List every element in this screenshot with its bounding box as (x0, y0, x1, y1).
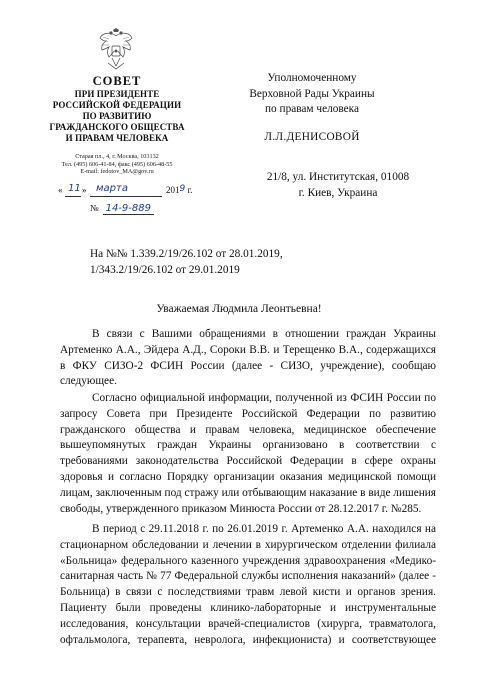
paragraph-line: В период с 29.11.2018 г. по 26.01.2019 г. Артеменко А.А. находился на (92, 523, 436, 535)
body-paragraph (60, 391, 436, 517)
date-month: марта (96, 183, 128, 194)
org-line: ГРАЖДАНСКОГО ОБЩЕСТВА (49, 122, 185, 132)
paragraph-line: Артеменко А.А., Эйдера А.Д., Сороки В.В. и Терещенко В.А., содержащихся (60, 343, 436, 356)
reference-line: 1/343.2/19/26.102 от 29.01.2019 (90, 264, 240, 276)
contact-phone: Тел. (495) 606-41-84, факс (495) 606-48-55 (61, 160, 173, 168)
number-value: 14-9-889 (103, 203, 154, 215)
contact-address: Старая пл., 4, г. Москва, 103132 (75, 153, 159, 160)
body-paragraph (60, 327, 436, 390)
date-close-quote: » (82, 185, 87, 195)
coat-of-arms-emblem (97, 28, 135, 70)
date-month-underline (90, 196, 162, 197)
date-year: 2019 г. (166, 184, 193, 195)
paragraph-line: Больница) в связи с последствиями травм левой кисти и органов зрения. (60, 586, 436, 599)
paragraph-line: офтальмолога, терапевта, невролога, инфекциониста) и соответствующее (60, 633, 436, 646)
paragraph-line: исследования, консультации врачей-специалистов (хирурга, травматолога, (60, 617, 436, 630)
paragraph-line: свободы, утвержденного приказом Минюста России от 28.12.2017 г. №285. (60, 502, 422, 515)
reference-numbers (90, 246, 283, 278)
org-title: СОВЕТ (92, 74, 142, 88)
paragraph-line: вышеупомянутых граждан Украины организовано в соответствии с (60, 439, 436, 452)
org-line: ПРИ ПРЕЗИДЕНТЕ (74, 89, 160, 99)
recipient-block (238, 71, 386, 145)
org-line: И ПРАВАМ ЧЕЛОВЕКА (65, 133, 169, 143)
recipient-line: Верховной Рады Украины (249, 87, 375, 100)
recipient-address (238, 170, 438, 201)
address-line: г. Киев, Украина (298, 186, 378, 199)
paragraph-line: гражданского общества и правам человека, медицинское обеспечение (60, 423, 436, 436)
paragraph-line: В связи с Вашими обращениями в отношении граждан Украины (92, 328, 436, 340)
paragraph-line: «Больница» федерального казенного учреждения здравоохранения «Медико- (60, 554, 436, 567)
paragraph-line: санитарная часть № 77 Федеральной службы исполнения наказаний» (далее - (60, 570, 436, 583)
paragraph-line: требованиями законодательства Российской Федерации в сфере охраны (60, 455, 436, 468)
number-label: № (90, 203, 99, 213)
contact-email: E-mail: fedotov_MA@gov.ru (80, 168, 154, 176)
recipient-name: Л.Л.ДЕНИСОВОЙ (264, 130, 360, 143)
recipient-line: по правам человека (265, 103, 359, 115)
registration-date (58, 185, 198, 199)
date-open-quote: « (58, 185, 63, 195)
salutation: Уважаемая Людмила Леонтьевна! (156, 303, 322, 315)
body-paragraph (60, 522, 436, 648)
paragraph-line: следующее. (60, 375, 117, 388)
paragraph-line: Пациенту были проведены клинико-лабораторные и инструментальные (60, 601, 436, 614)
org-line: РОССИЙСКОЙ ФЕДЕРАЦИИ (52, 100, 182, 110)
date-day-underline (65, 196, 81, 197)
date-day: 11 (68, 183, 81, 194)
org-line: ПО РАЗВИТИЮ (82, 111, 152, 121)
paragraph-line: запросу Совета при Президенте Российской Федерации по развитию (60, 407, 436, 420)
paragraph-line: Согласно официальной информации, полученной из ФСИН России по (92, 392, 436, 404)
paragraph-line: лицам, заключенным под стражу или отбывающим наказание в виде лишения (60, 486, 436, 499)
reference-line: На №№ 1.339.2/19/26.102 от 28.01.2019, (90, 248, 283, 260)
recipient-line: Уполномоченному (267, 72, 357, 84)
sender-organization (44, 74, 190, 144)
paragraph-line: в ФКУ СИЗО-2 ФСИН России (далее - СИЗО, учреждение), сообщаю (60, 359, 436, 372)
sender-contacts (44, 153, 190, 176)
paragraph-line: стационарном обследовании и лечении в хирургическом отделении филиала (60, 538, 436, 551)
registration-number (90, 203, 154, 214)
paragraph-line: здоровья и согласно Порядку организации оказания медицинской помощи (60, 470, 436, 483)
address-line: 21/8, ул. Институтская, 01008 (266, 171, 410, 183)
